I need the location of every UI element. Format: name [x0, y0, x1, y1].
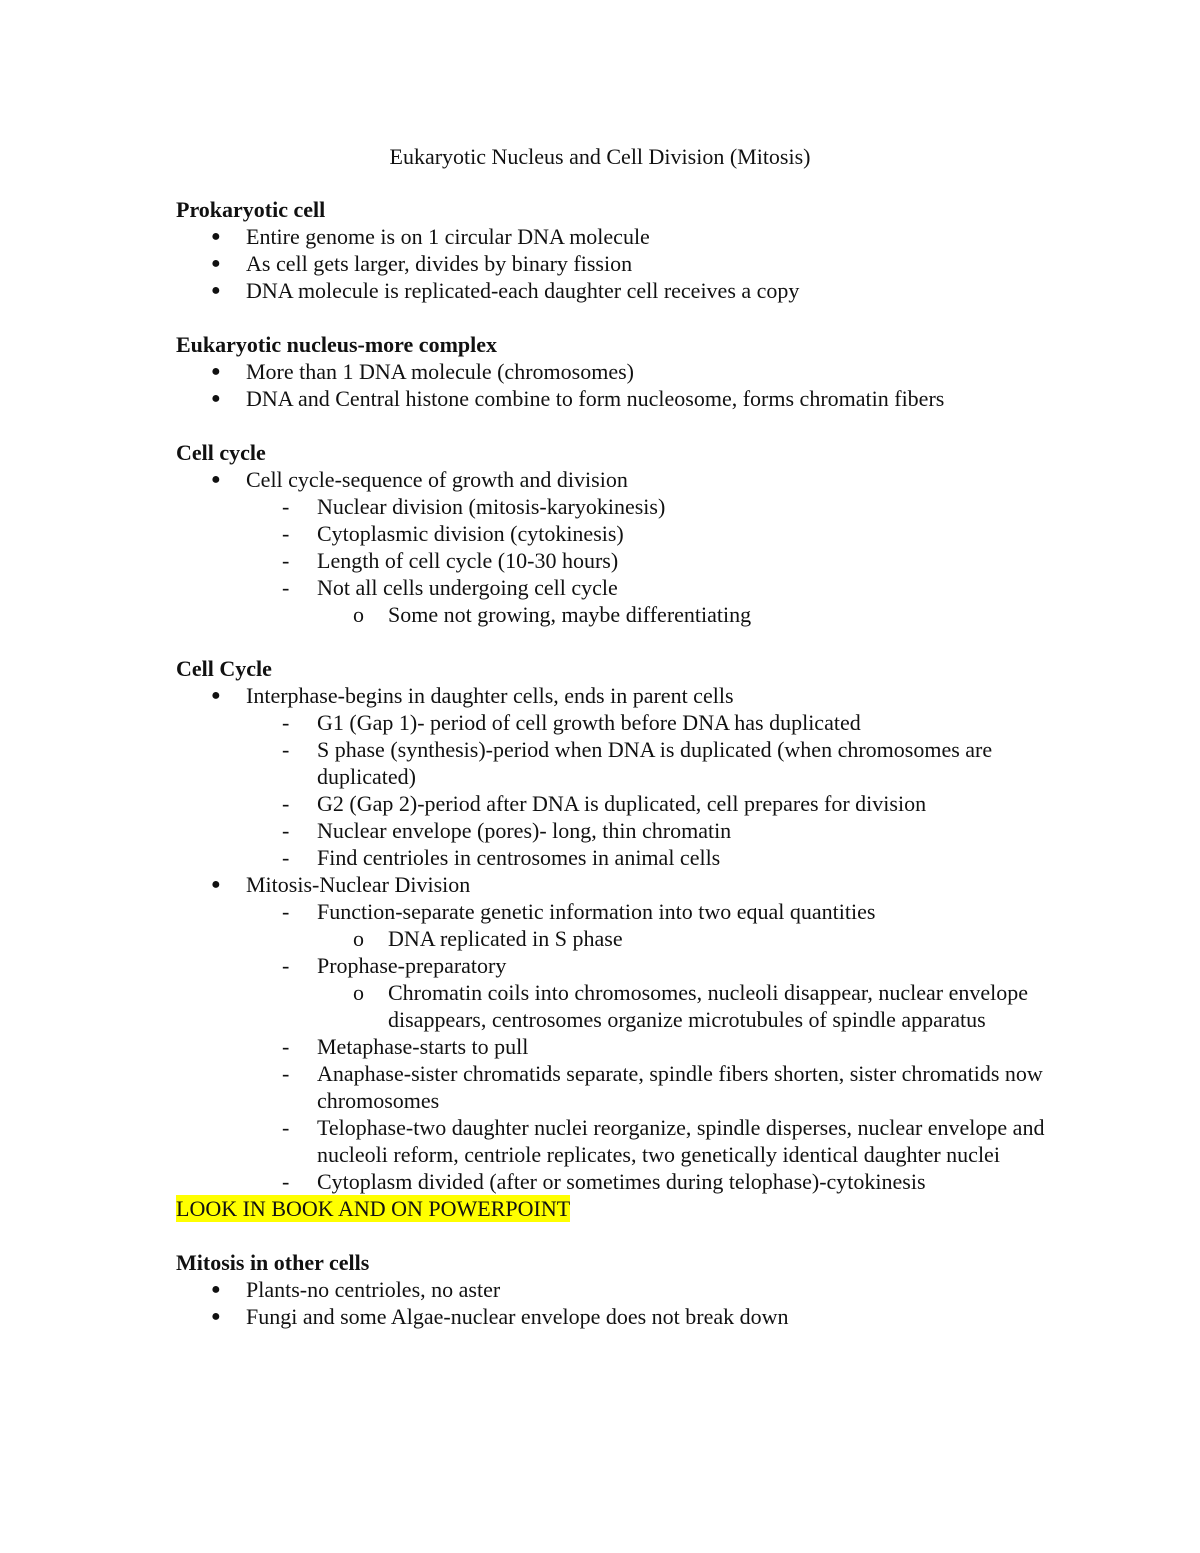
list-item — [176, 250, 1056, 277]
list-item-text: Nuclear division (mitosis-karyokinesis) — [317, 494, 666, 519]
bullet-icon: ● — [211, 876, 221, 893]
list-item-text: Chromatin coils into chromosomes, nucleoli disappear, nuclear envelope disappears, centrosomes organize microtubules of spindle apparatus — [388, 980, 1028, 1032]
bullet-icon: ● — [211, 363, 221, 380]
dash-marker: - — [282, 953, 290, 978]
list-item-text: Metaphase-starts to pull — [317, 1034, 529, 1059]
list-item-text: Interphase-begins in daughter cells, ends in parent cells — [246, 683, 734, 708]
section-heading: Mitosis in other cells — [176, 1250, 370, 1275]
list-item-text: Anaphase-sister chromatids separate, spindle fibers shorten, sister chromatids now chromosomes — [317, 1061, 1043, 1113]
list-item-text: More than 1 DNA molecule (chromosomes) — [246, 359, 634, 384]
list-item-text: Entire genome is on 1 circular DNA molecule — [246, 224, 650, 249]
dash-marker: - — [282, 1061, 290, 1086]
bullet-icon: ● — [211, 471, 221, 488]
list-item — [176, 736, 1056, 790]
list-item-text: DNA and Central histone combine to form nucleosome, forms chromatin fibers — [246, 386, 945, 411]
list-item-text: As cell gets larger, divides by binary fission — [246, 251, 633, 276]
dash-marker: - — [282, 818, 290, 843]
list-item-text: Nuclear envelope (pores)- long, thin chromatin — [317, 818, 732, 843]
list-item — [176, 1276, 1056, 1303]
bullet-icon: ● — [211, 1281, 221, 1298]
highlighted-note: LOOK IN BOOK AND ON POWERPOINT — [176, 1196, 571, 1221]
section-heading: Cell Cycle — [176, 656, 272, 681]
highlighted-note-line — [176, 1195, 1056, 1222]
list-item — [176, 1033, 1056, 1060]
document-body — [176, 196, 1056, 1357]
circle-marker: o — [353, 926, 364, 951]
list-item — [176, 790, 1056, 817]
list-item-text: Plants-no centrioles, no aster — [246, 1277, 501, 1302]
dash-marker: - — [282, 575, 290, 600]
list-item-text: Length of cell cycle (10-30 hours) — [317, 548, 619, 573]
list-item — [176, 844, 1056, 871]
list-item-text: DNA replicated in S phase — [388, 926, 623, 951]
section-heading: Eukaryotic nucleus-more complex — [176, 332, 498, 357]
section-heading: Prokaryotic cell — [176, 197, 326, 222]
dash-marker: - — [282, 494, 290, 519]
list-item — [176, 223, 1056, 250]
list-item-text: Fungi and some Algae-nuclear envelope does not break down — [246, 1304, 789, 1329]
dash-marker: - — [282, 737, 290, 762]
list-item — [176, 1060, 1056, 1114]
list-item-text: Telophase-two daughter nuclei reorganize, spindle disperses, nuclear envelope and nucleoli reform, centriole replicates, two genetically identical daughter nuclei — [317, 1115, 1045, 1167]
list-item-text: Find centrioles in centrosomes in animal cells — [317, 845, 721, 870]
list-item-text: Cytoplasm divided (after or sometimes during telophase)-cytokinesis — [317, 1169, 926, 1194]
dash-marker: - — [282, 1169, 290, 1194]
list-item-text: Some not growing, maybe differentiating — [388, 602, 752, 627]
bullet-icon: ● — [211, 687, 221, 704]
list-item — [176, 385, 1056, 412]
section — [176, 439, 1056, 628]
dash-marker: - — [282, 791, 290, 816]
list-item — [176, 601, 1056, 628]
bullet-icon: ● — [211, 255, 221, 272]
section-heading: Cell cycle — [176, 440, 266, 465]
dash-marker: - — [282, 899, 290, 924]
list-item — [176, 277, 1056, 304]
list-item — [176, 1114, 1056, 1168]
list-item — [176, 682, 1056, 709]
dash-marker: - — [282, 710, 290, 735]
list-item — [176, 493, 1056, 520]
list-item-text: Mitosis-Nuclear Division — [246, 872, 471, 897]
bullet-icon: ● — [211, 1308, 221, 1325]
list-item-text: G2 (Gap 2)-period after DNA is duplicated, cell prepares for division — [317, 791, 927, 816]
list-item — [176, 817, 1056, 844]
list-item — [176, 979, 1056, 1033]
list-item — [176, 358, 1056, 385]
list-item-text: DNA molecule is replicated-each daughter cell receives a copy — [246, 278, 800, 303]
circle-marker: o — [353, 602, 364, 627]
list-item — [176, 925, 1056, 952]
section — [176, 196, 1056, 304]
list-item — [176, 1168, 1056, 1195]
list-item-text: S phase (synthesis)-period when DNA is duplicated (when chromosomes are duplicated) — [317, 737, 993, 789]
list-item — [176, 898, 1056, 925]
dash-marker: - — [282, 521, 290, 546]
circle-marker: o — [353, 980, 364, 1005]
list-item-text: Cell cycle-sequence of growth and division — [246, 467, 628, 492]
dash-marker: - — [282, 845, 290, 870]
section — [176, 655, 1056, 1222]
list-item — [176, 466, 1056, 493]
list-item — [176, 1303, 1056, 1330]
section — [176, 331, 1056, 412]
dash-marker: - — [282, 548, 290, 573]
list-item — [176, 520, 1056, 547]
list-item — [176, 574, 1056, 601]
list-item-text: Prophase-preparatory — [317, 953, 507, 978]
document-title: Eukaryotic Nucleus and Cell Division (Mitosis) — [389, 144, 811, 169]
list-item — [176, 952, 1056, 979]
bullet-icon: ● — [211, 228, 221, 245]
list-item-text: Function-separate genetic information into two equal quantities — [317, 899, 876, 924]
list-item — [176, 871, 1056, 898]
section — [176, 1249, 1056, 1330]
list-item-text: Cytoplasmic division (cytokinesis) — [317, 521, 624, 546]
bullet-icon: ● — [211, 282, 221, 299]
list-item-text: Not all cells undergoing cell cycle — [317, 575, 618, 600]
list-item — [176, 547, 1056, 574]
list-item — [176, 709, 1056, 736]
dash-marker: - — [282, 1115, 290, 1140]
list-item-text: G1 (Gap 1)- period of cell growth before DNA has duplicated — [317, 710, 861, 735]
dash-marker: - — [282, 1034, 290, 1059]
bullet-icon: ● — [211, 390, 221, 407]
